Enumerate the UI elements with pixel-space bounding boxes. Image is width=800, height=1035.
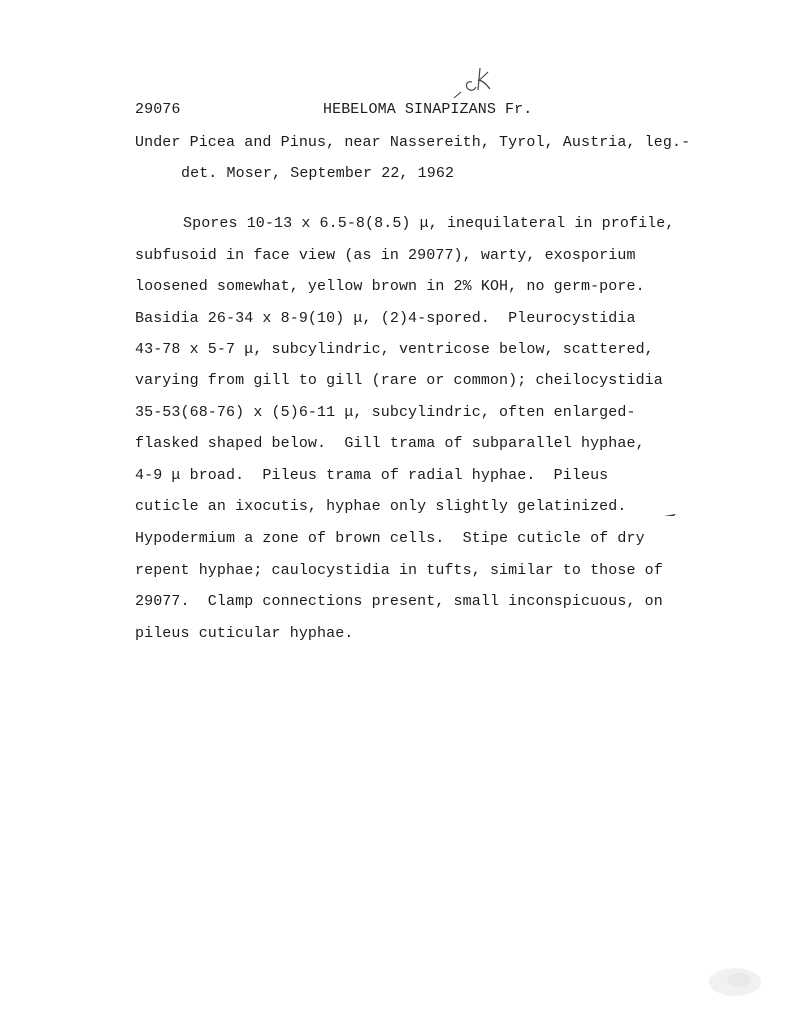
description-line-8: flasked shaped below. Gill trama of subparallel hyphae,: [135, 435, 645, 452]
handwritten-initials-icon: [452, 62, 494, 100]
description-line-13: 29077. Clamp connections present, small inconspicuous, on: [135, 593, 663, 610]
accession-number: 29076: [135, 101, 181, 118]
description-line-2: subfusoid in face view (as in 29077), warty, exosporium: [135, 247, 636, 264]
handwritten-initials-mark: [452, 62, 494, 100]
description-line-10: cuticle an ixocutis, hyphae only slightly gelatinized.: [135, 498, 627, 515]
ink-smudge-icon: [664, 512, 676, 517]
description-line-11: Hypodermium a zone of brown cells. Stipe cuticle of dry: [135, 530, 645, 547]
description-line-14: pileus cuticular hyphae.: [135, 625, 354, 642]
description-line-4: Basidia 26-34 x 8-9(10) μ, (2)4-spored. Pleurocystidia: [135, 310, 636, 327]
collection-line-1: Under Picea and Pinus, near Nassereith, Tyrol, Austria, leg.-: [135, 134, 691, 151]
collection-line-2: det. Moser, September 22, 1962: [181, 165, 455, 182]
species-title: HEBELOMA SINAPIZANS Fr.: [323, 101, 533, 118]
description-line-12: repent hyphae; caulocystidia in tufts, similar to those of: [135, 562, 663, 579]
description-line-7: 35-53(68-76) x (5)6-11 μ, subcylindric, often enlarged-: [135, 404, 636, 421]
description-line-1: Spores 10-13 x 6.5-8(8.5) μ, inequilateral in profile,: [183, 215, 675, 232]
description-line-5: 43-78 x 5-7 μ, subcylindric, ventricose below, scattered,: [135, 341, 654, 358]
faded-scan-mark-icon: [705, 962, 765, 1002]
description-line-3: loosened somewhat, yellow brown in 2% KOH, no germ-pore.: [135, 278, 645, 295]
description-line-9: 4-9 μ broad. Pileus trama of radial hyphae. Pileus: [135, 467, 609, 484]
description-line-6: varying from gill to gill (rare or common); cheilocystidia: [135, 372, 663, 389]
